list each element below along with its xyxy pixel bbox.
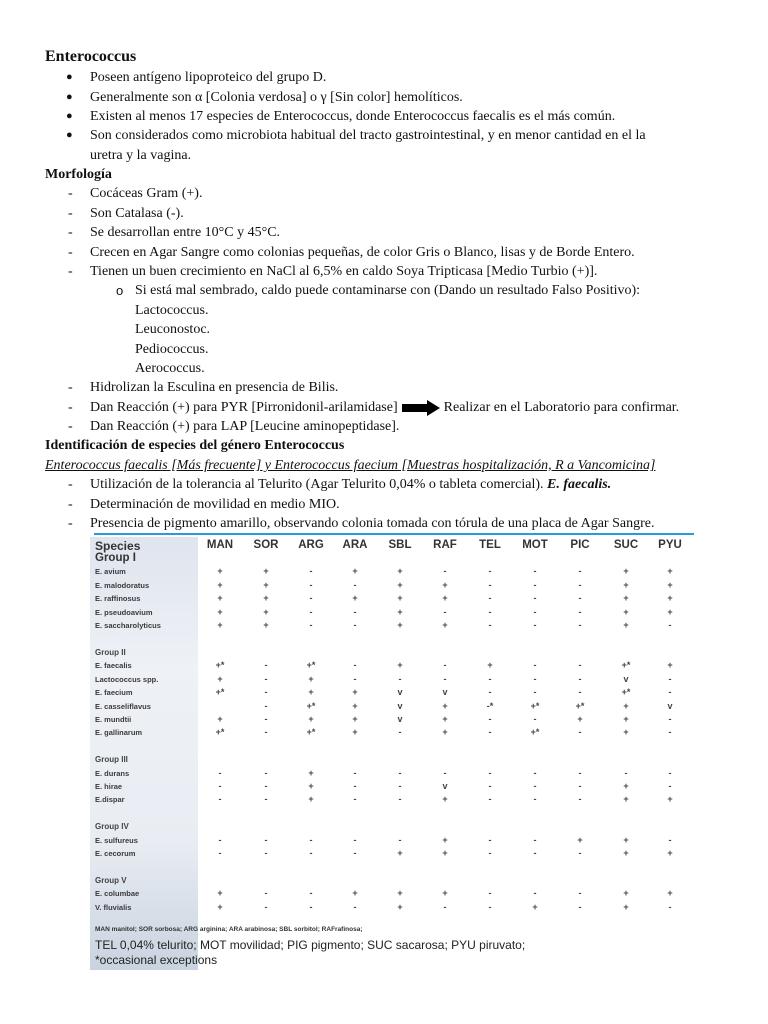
page-title: Enterococcus <box>45 48 137 65</box>
cell-ara: - <box>353 767 357 778</box>
table-footnote-abbreviations-2: TEL 0,04% telurito; MOT movilidad; PIG pigmento; SUC sacarosa; PYU piruvato; <box>95 938 526 952</box>
cell-tel: - <box>488 606 492 617</box>
cell-arg: + <box>308 687 314 698</box>
cell-mot: - <box>533 888 537 899</box>
cell-man: - <box>218 848 222 859</box>
column-header-raf: RAF <box>433 539 457 551</box>
cell-pyu: + <box>667 593 673 604</box>
cell-mot: - <box>533 687 537 698</box>
cell-pyu: - <box>668 834 672 845</box>
cell-pic: - <box>578 727 582 738</box>
cell-sor: + <box>263 606 269 617</box>
cell-sor: - <box>264 660 268 671</box>
cell-sbl: + <box>397 848 403 859</box>
cell-ara: + <box>352 713 358 724</box>
cell-pic: + <box>577 713 583 724</box>
cell-sor: + <box>263 620 269 630</box>
cell-sor: - <box>264 794 268 805</box>
cell-man: +* <box>215 660 225 671</box>
cell-mot: - <box>533 767 537 778</box>
cell-suc: + <box>623 781 629 791</box>
cell-pyu: - <box>668 713 672 724</box>
cell-pyu: - <box>668 901 672 912</box>
dash-marker: - <box>68 400 73 415</box>
column-header-suc: SUC <box>613 539 639 551</box>
cell-mot: - <box>533 794 537 805</box>
cell-ara: + <box>352 700 358 711</box>
species-column-header: Species <box>95 539 141 553</box>
cell-pic: - <box>578 606 582 617</box>
column-header-arg: ARG <box>298 539 324 551</box>
cell-raf: - <box>443 673 447 684</box>
cell-mot: - <box>533 566 537 577</box>
species-name: E. durans <box>95 768 130 778</box>
cell-pyu: - <box>668 781 672 791</box>
species-name: E. casseliflavus <box>95 701 151 711</box>
cell-mot: - <box>533 848 537 859</box>
cell-pic: - <box>578 579 582 590</box>
cell-sbl: + <box>397 660 403 671</box>
cell-tel: -* <box>486 700 494 711</box>
dash-marker: - <box>68 419 73 434</box>
cell-sor: - <box>264 700 268 711</box>
cell-suc: + <box>623 566 629 577</box>
cell-arg: +* <box>306 660 316 671</box>
cell-sor: - <box>264 727 268 738</box>
cell-sor: - <box>264 767 268 778</box>
cell-man: + <box>217 566 223 577</box>
column-header-ara: ARA <box>342 539 368 551</box>
contaminant-item: Aerococcus. <box>135 361 205 376</box>
cell-tel: - <box>488 566 492 577</box>
species-name: E. sulfureus <box>95 835 138 845</box>
cell-arg: +* <box>306 727 316 738</box>
cell-mot: +* <box>530 700 540 711</box>
cell-arg: - <box>309 834 313 845</box>
cell-pyu: + <box>667 566 673 577</box>
cell-mot: - <box>533 660 537 671</box>
cell-suc: +* <box>621 687 631 698</box>
species-emphasis: E. faecalis. <box>547 477 612 492</box>
cell-ara: - <box>353 673 357 684</box>
cell-man: + <box>217 579 223 590</box>
cell-arg: - <box>309 593 313 604</box>
cell-pic: - <box>578 660 582 671</box>
section-subtitle: Enterococcus faecalis [Más frecuente] y Enterococcus faecium [Muestras hospitalización, R a Vancomicina] <box>45 458 656 473</box>
cell-suc: + <box>623 834 629 845</box>
cell-tel: - <box>488 888 492 899</box>
cell-sbl: + <box>397 579 403 590</box>
cell-pyu: - <box>668 687 672 698</box>
cell-raf: v <box>442 687 448 698</box>
dash-marker: - <box>68 380 73 395</box>
cell-suc: v <box>623 673 629 684</box>
cell-pic: - <box>578 673 582 684</box>
cell-man: + <box>217 673 223 684</box>
cell-suc: - <box>624 767 628 778</box>
cell-man: - <box>218 794 222 805</box>
cell-suc: + <box>623 579 629 590</box>
dash-marker: - <box>68 264 73 279</box>
cell-tel: - <box>488 687 492 698</box>
cell-arg: - <box>309 901 313 912</box>
cell-sbl: + <box>397 593 403 604</box>
cell-raf: - <box>443 901 447 912</box>
species-name: E. pseudoavium <box>95 607 153 617</box>
species-name: E.dispar <box>95 795 125 805</box>
cell-arg: + <box>308 794 314 805</box>
group-label: Group V <box>95 876 127 885</box>
cell-ara: - <box>353 620 357 630</box>
cell-sbl: + <box>397 901 403 912</box>
cell-man: +* <box>215 687 225 698</box>
cell-pyu: + <box>667 579 673 590</box>
cell-ara: - <box>353 660 357 671</box>
cell-suc: + <box>623 901 629 912</box>
cell-suc: + <box>623 620 629 630</box>
cell-arg: - <box>309 888 313 899</box>
cell-ara: + <box>352 888 358 899</box>
cell-sbl: v <box>397 700 403 711</box>
cell-sor: + <box>263 579 269 590</box>
cell-ara: + <box>352 687 358 698</box>
cell-arg: - <box>309 620 313 630</box>
column-header-mot: MOT <box>522 539 548 551</box>
cell-mot: - <box>533 620 537 630</box>
cell-tel: - <box>488 781 492 791</box>
cell-pic: - <box>578 901 582 912</box>
cell-ara: + <box>352 727 358 738</box>
cell-raf: v <box>442 781 448 791</box>
cell-mot: - <box>533 593 537 604</box>
column-header-pyu: PYU <box>658 539 682 551</box>
cell-raf: + <box>442 620 448 630</box>
cell-arg: +* <box>306 700 316 711</box>
species-name: E. cecorum <box>95 849 136 859</box>
cell-pyu: + <box>667 794 673 805</box>
cell-raf: + <box>442 700 448 711</box>
cell-arg: + <box>308 713 314 724</box>
cell-sbl: + <box>397 566 403 577</box>
species-name: E. hirae <box>95 782 123 791</box>
cell-pic: - <box>578 566 582 577</box>
cell-man: + <box>217 606 223 617</box>
cell-pic: +* <box>575 700 585 711</box>
cell-pic: - <box>578 687 582 698</box>
dash-marker: - <box>68 245 73 260</box>
cell-suc: +* <box>621 660 631 671</box>
cell-ara: - <box>353 794 357 805</box>
cell-raf: + <box>442 713 448 724</box>
cell-pyu: + <box>667 848 673 859</box>
species-name: E. faecalis <box>95 661 132 671</box>
column-header-sbl: SBL <box>388 539 412 551</box>
cell-tel: - <box>488 901 492 912</box>
cell-suc: + <box>623 606 629 617</box>
cell-ara: + <box>352 566 358 577</box>
species-name: E. gallinarum <box>95 728 143 738</box>
cell-tel: - <box>488 794 492 805</box>
cell-sbl: - <box>398 767 402 778</box>
cell-pyu: - <box>668 673 672 684</box>
cell-arg: - <box>309 606 313 617</box>
cell-sor: + <box>263 593 269 604</box>
cell-pyu: + <box>667 660 673 671</box>
cell-raf: + <box>442 579 448 590</box>
cell-mot: + <box>532 901 538 912</box>
cell-man: + <box>217 901 223 912</box>
column-header-man: MAN <box>206 539 234 551</box>
cell-ara: - <box>353 901 357 912</box>
cell-man: - <box>218 767 222 778</box>
group-label: Group II <box>95 647 126 657</box>
cell-sbl: - <box>398 781 402 791</box>
cell-ara: - <box>353 606 357 617</box>
cell-tel: - <box>488 673 492 684</box>
cell-tel: - <box>488 767 492 778</box>
cell-mot: - <box>533 834 537 845</box>
species-name: Lactococcus spp. <box>95 674 159 684</box>
cell-mot: - <box>533 673 537 684</box>
cell-tel: - <box>488 713 492 724</box>
cell-arg: + <box>308 781 314 791</box>
cell-pic: - <box>578 794 582 805</box>
contaminant-item: Leuconostoc. <box>135 322 211 337</box>
cell-man: +* <box>215 727 225 738</box>
cell-pyu: - <box>668 767 672 778</box>
cell-man: + <box>217 888 223 899</box>
cell-sbl: v <box>397 687 403 698</box>
cell-pic: - <box>578 767 582 778</box>
contaminant-item: Lactococcus. <box>135 303 209 318</box>
dash-marker: - <box>68 497 73 512</box>
species-name: E. columbae <box>95 889 140 899</box>
cell-arg: - <box>309 848 313 859</box>
cell-pic: - <box>578 620 582 630</box>
cell-sbl: - <box>398 673 402 684</box>
cell-man: + <box>217 620 223 630</box>
cell-suc: + <box>623 593 629 604</box>
cell-sbl: v <box>397 713 403 724</box>
cell-suc: + <box>623 888 629 899</box>
cell-pic: - <box>578 781 582 791</box>
cell-suc: + <box>623 700 629 711</box>
cell-mot: - <box>533 713 537 724</box>
cell-suc: + <box>623 848 629 859</box>
bullet-icon: ● <box>66 110 73 122</box>
cell-suc: + <box>623 794 629 805</box>
cell-tel: - <box>488 579 492 590</box>
cell-pyu: v <box>667 700 673 711</box>
cell-mot: - <box>533 606 537 617</box>
table-footnote-exceptions: *occasional exceptions <box>95 953 218 967</box>
table-footnote-abbreviations: MAN manitol; SOR sorbosa; ARG arginina; ARA arabinosa; SBL sorbitol; RAFrafinosa; <box>95 926 363 933</box>
species-name: V. fluvialis <box>95 902 132 912</box>
species-name: E. malodoratus <box>95 580 150 590</box>
cell-sor: - <box>264 888 268 899</box>
species-identification-table <box>90 533 695 970</box>
cell-sbl: + <box>397 888 403 899</box>
cell-raf: + <box>442 888 448 899</box>
cell-pic: - <box>578 888 582 899</box>
cell-ara: - <box>353 781 357 791</box>
species-name: E. mundtii <box>95 714 132 724</box>
dash-marker: - <box>68 206 73 221</box>
list-item-continuation: uretra y la vagina. <box>90 148 192 163</box>
cell-sor: - <box>264 834 268 845</box>
bullet-icon: ● <box>66 91 73 103</box>
section-heading-identificacion: Identificación de especies del género Enterococcus <box>45 438 345 453</box>
circle-bullet-icon: o <box>116 283 124 298</box>
group-label: Group III <box>95 755 128 765</box>
cell-mot: - <box>533 579 537 590</box>
cell-sbl: - <box>398 794 402 805</box>
cell-pyu: + <box>667 888 673 899</box>
cell-tel: - <box>488 727 492 738</box>
cell-raf: + <box>442 727 448 738</box>
cell-raf: + <box>442 834 448 845</box>
bullet-icon: ● <box>66 129 73 141</box>
cell-tel: - <box>488 593 492 604</box>
dash-marker: - <box>68 516 73 531</box>
cell-raf: + <box>442 848 448 859</box>
species-name: E. saccharolyticus <box>95 621 161 630</box>
cell-man: - <box>218 834 222 845</box>
cell-pyu: - <box>668 727 672 738</box>
cell-pic: - <box>578 593 582 604</box>
cell-sor: - <box>264 781 268 791</box>
cell-ara: - <box>353 579 357 590</box>
cell-pyu: - <box>668 620 672 630</box>
cell-arg: + <box>308 673 314 684</box>
cell-tel: - <box>488 620 492 630</box>
cell-sbl: + <box>397 620 403 630</box>
cell-arg: - <box>309 579 313 590</box>
cell-tel: - <box>488 848 492 859</box>
cell-suc: + <box>623 727 629 738</box>
cell-sbl: - <box>398 834 402 845</box>
species-name: E. avium <box>95 567 126 577</box>
cell-ara: - <box>353 848 357 859</box>
cell-pic: - <box>578 848 582 859</box>
cell-raf: - <box>443 767 447 778</box>
cell-arg: - <box>309 566 313 577</box>
cell-sbl: - <box>398 727 402 738</box>
cell-sor: + <box>263 566 269 577</box>
cell-pic: + <box>577 834 583 845</box>
cell-pyu: + <box>667 606 673 617</box>
cell-man: + <box>217 593 223 604</box>
column-header-sor: SOR <box>253 539 279 551</box>
cell-sbl: + <box>397 606 403 617</box>
cell-sor: - <box>264 901 268 912</box>
column-header-pic: PIC <box>570 539 590 551</box>
group-label: Group IV <box>95 822 129 832</box>
cell-raf: - <box>443 606 447 617</box>
species-name: E. faecium <box>95 688 133 698</box>
cell-sor: - <box>264 687 268 698</box>
dash-marker: - <box>68 225 73 240</box>
cell-sor: - <box>264 713 268 724</box>
cell-raf: + <box>442 794 448 805</box>
cell-ara: - <box>353 834 357 845</box>
dash-marker: - <box>68 477 73 492</box>
species-name: E. raffinosus <box>95 594 141 604</box>
cell-man: + <box>217 713 223 724</box>
cell-raf: - <box>443 660 447 671</box>
cell-tel: + <box>487 660 493 671</box>
cell-tel: - <box>488 834 492 845</box>
cell-raf: - <box>443 566 447 577</box>
cell-arg: + <box>308 767 314 778</box>
cell-raf: + <box>442 593 448 604</box>
group-label: Group I <box>95 552 136 564</box>
cell-man: - <box>218 781 222 791</box>
dash-marker: - <box>68 186 73 201</box>
right-arrow-icon <box>402 400 440 416</box>
cell-mot: - <box>533 781 537 791</box>
bullet-icon: ● <box>66 71 73 83</box>
cell-suc: + <box>623 713 629 724</box>
section-heading-morfologia: Morfología <box>45 167 112 182</box>
cell-sor: - <box>264 673 268 684</box>
cell-sor: - <box>264 848 268 859</box>
contaminant-item: Pediococcus. <box>135 342 209 357</box>
cell-mot: +* <box>530 727 540 738</box>
column-header-tel: TEL <box>479 539 501 551</box>
table-top-rule <box>94 533 694 535</box>
cell-ara: + <box>352 593 358 604</box>
